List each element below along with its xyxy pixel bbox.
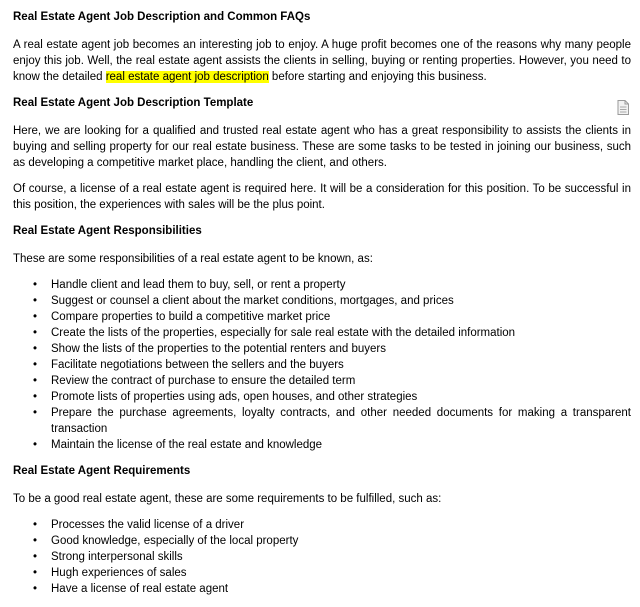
document-body (13, 9, 631, 607)
requirements-list (13, 517, 631, 597)
intro-paragraph (13, 37, 631, 85)
responsibilities-heading: Real Estate Agent Responsibilities (13, 225, 202, 237)
list-item: • Prepare the purchase agreements, loyalty contracts, and other needed documents for making a transparent transaction (13, 405, 631, 437)
intro-text-after: before starting and enjoying this business. (268, 71, 487, 83)
list-item: • Compare properties to build a competitive market price (13, 309, 631, 325)
document-page-icon[interactable] (617, 100, 629, 115)
list-item: • Maintain the license of the real estate and knowledge (13, 437, 631, 453)
template-paragraph-2: Of course, a license of a real estate agent is required here. It will be a consideration for this position. To be successful in this position, the experiences with sales will be the plus point. (13, 183, 631, 211)
template-heading: Real Estate Agent Job Description Template (13, 97, 254, 109)
responsibilities-list (13, 277, 631, 453)
list-item: • Facilitate negotiations between the sellers and the buyers (13, 357, 631, 373)
list-item: • Strong interpersonal skills (13, 549, 631, 565)
list-item: • Suggest or counsel a client about the market conditions, mortgages, and prices (13, 293, 631, 309)
requirements-heading: Real Estate Agent Requirements (13, 465, 191, 477)
list-item: • Show the lists of the properties to the potential renters and buyers (13, 341, 631, 357)
highlighted-link-text[interactable]: real estate agent job description (105, 71, 269, 83)
template-paragraph-1: Here, we are looking for a qualified and trusted real estate agent who has a great responsibility to assists the clients in buying and selling property for our real estate business. These are some tasks to be tested in joining our business, such as developing a competitive market place, handling the client, and others. (13, 125, 631, 169)
list-item: • Promote lists of properties using ads, open houses, and other strategies (13, 389, 631, 405)
list-item: • Have a license of real estate agent (13, 581, 631, 597)
responsibilities-intro: These are some responsibilities of a real estate agent to be known, as: (13, 253, 373, 265)
list-item: • Processes the valid license of a driver (13, 517, 631, 533)
list-item: • Create the lists of the properties, especially for sale real estate with the detailed information (13, 325, 631, 341)
document-title: Real Estate Agent Job Description and Common FAQs (13, 11, 311, 23)
list-item: • Good knowledge, especially of the local property (13, 533, 631, 549)
requirements-intro: To be a good real estate agent, these are some requirements to be fulfilled, such as: (13, 493, 442, 505)
list-item: • Hugh experiences of sales (13, 565, 631, 581)
intro-text-before: A real estate agent job becomes an interesting job to enjoy. A huge profit becomes one of the reasons why many people enjoy this job. Well, the real estate agent assists the clients in selling, buying or renting properties. However, you need to know the detailed (13, 39, 631, 83)
list-item: • Handle client and lead them to buy, sell, or rent a property (13, 277, 631, 293)
list-item: • Review the contract of purchase to ensure the detailed term (13, 373, 631, 389)
